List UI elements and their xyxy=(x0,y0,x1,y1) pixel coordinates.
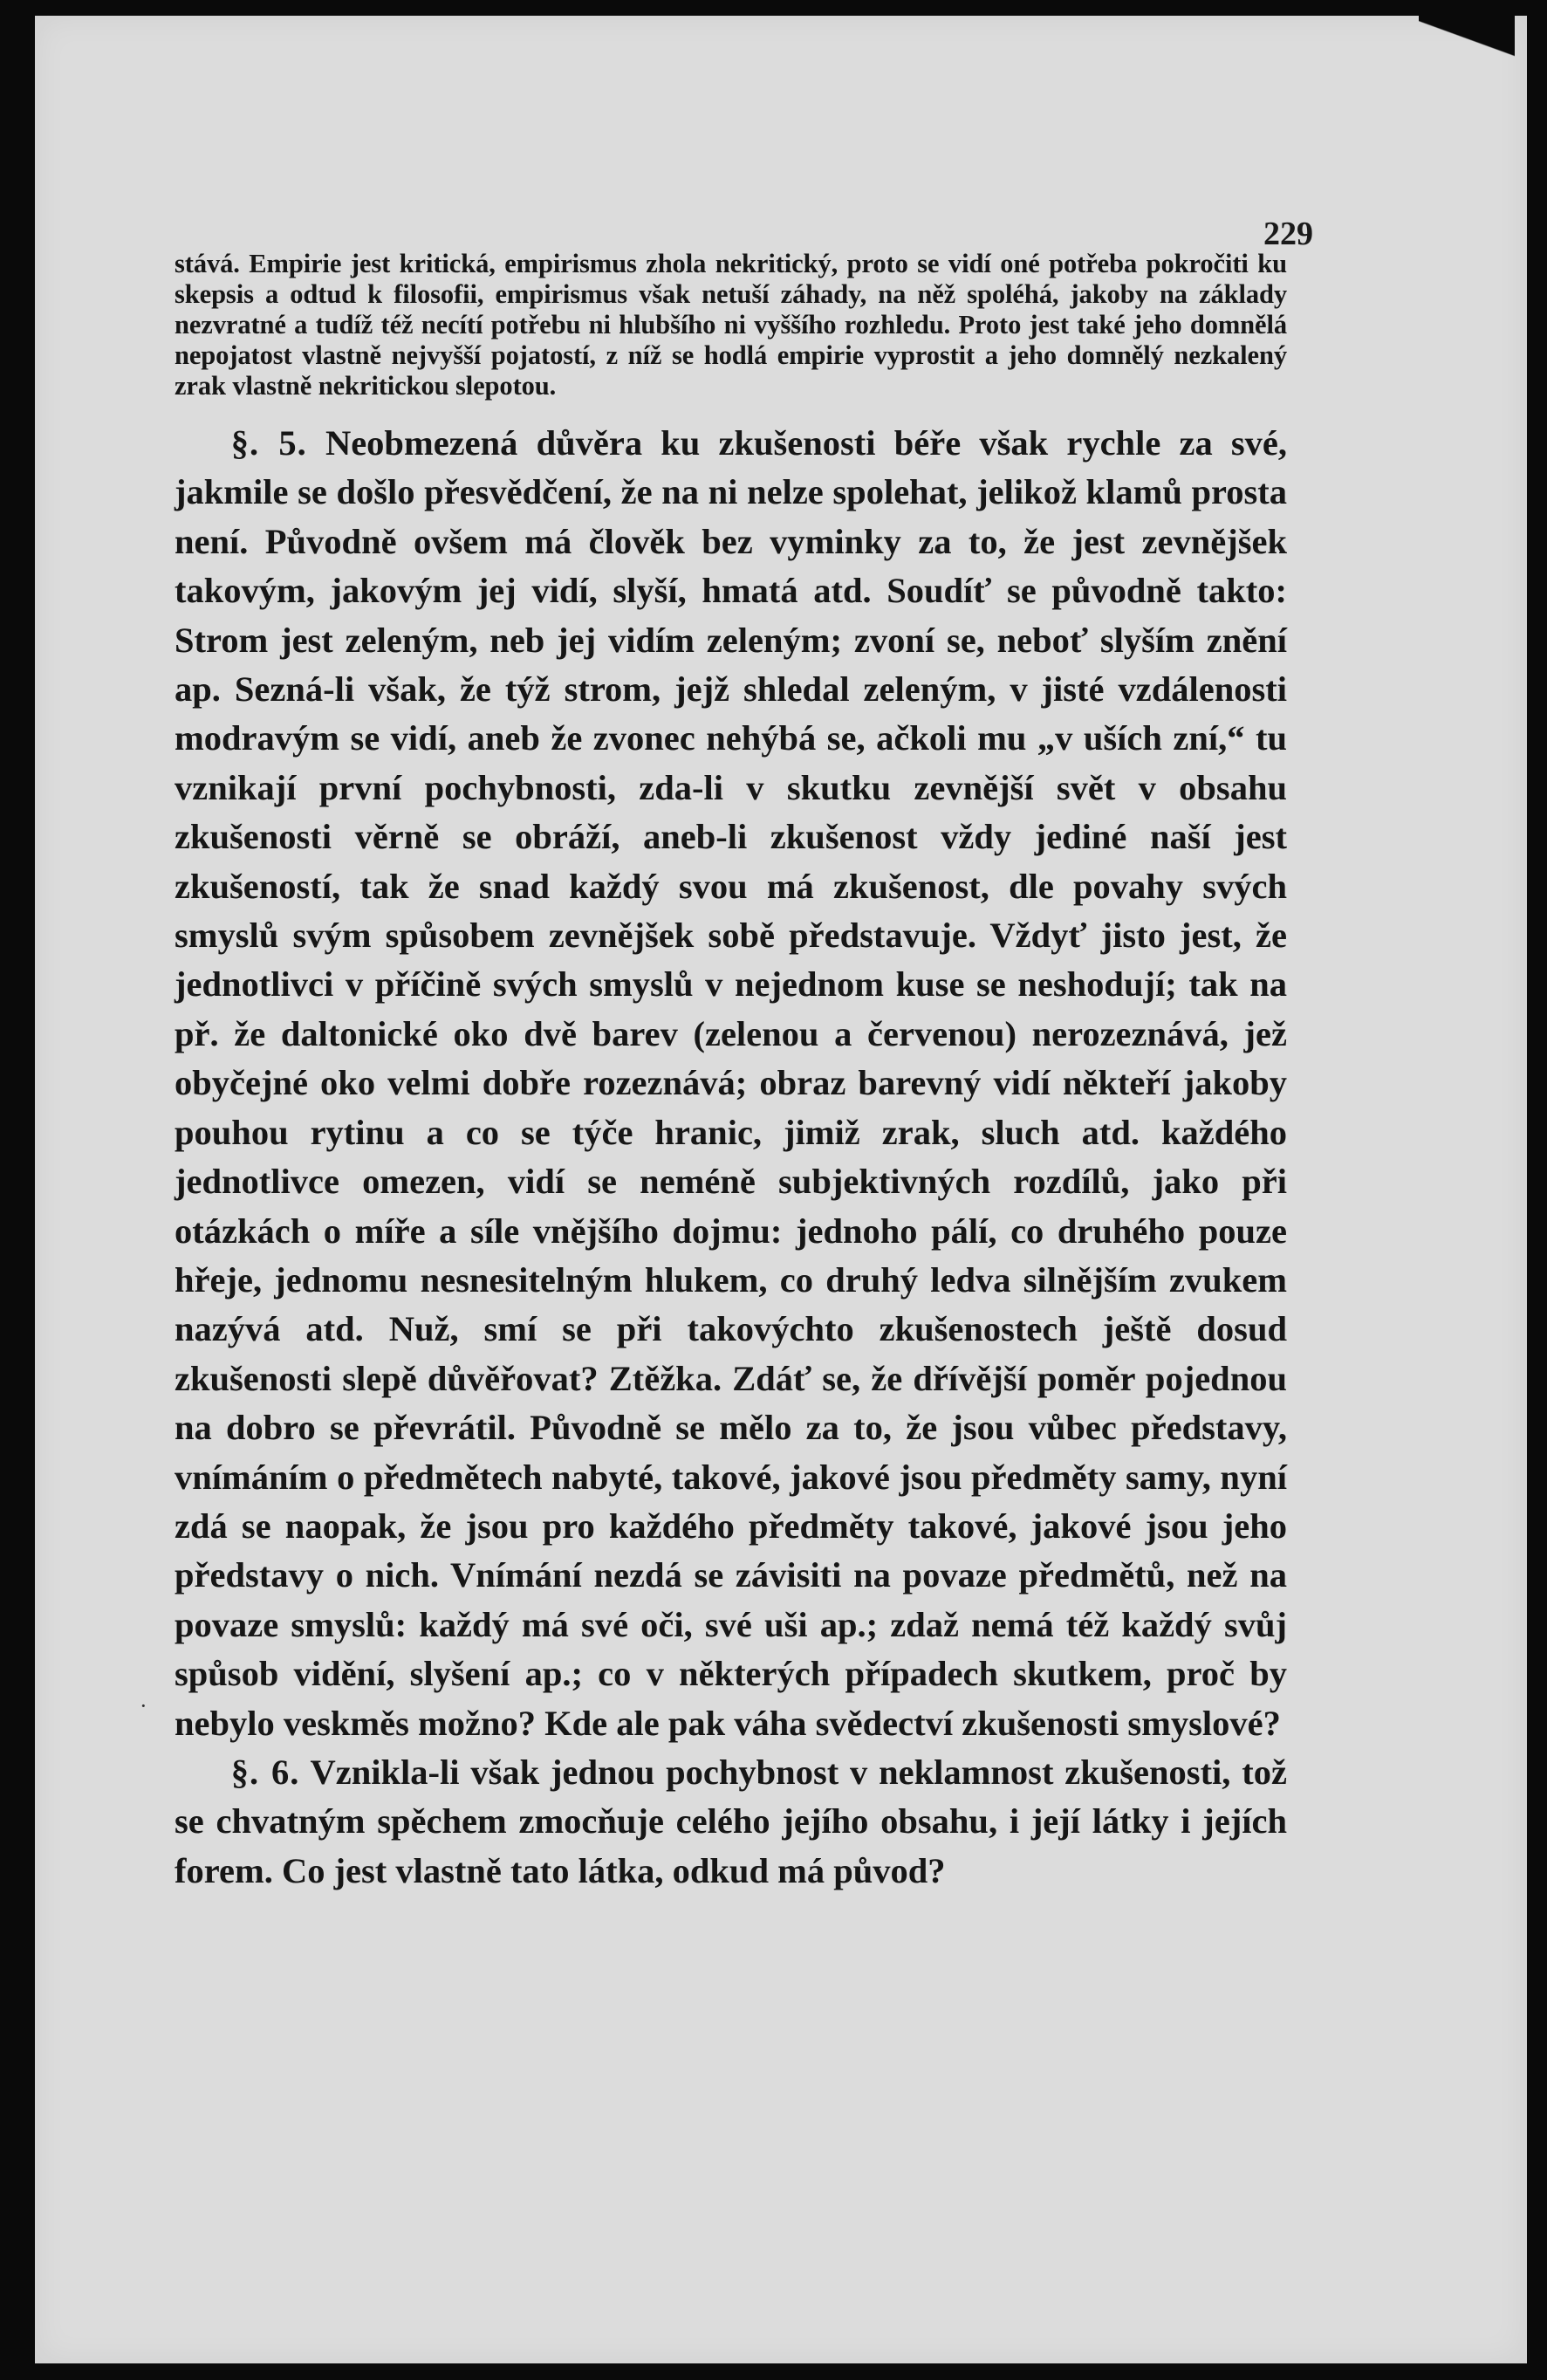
main-text xyxy=(175,419,1287,1896)
page-body xyxy=(175,249,1287,1896)
section-label: §. 6. xyxy=(230,1752,300,1792)
section-label: §. 5. xyxy=(230,423,307,463)
page-corner-shadow xyxy=(1419,16,1515,94)
margin-mark: · xyxy=(140,1693,147,1718)
page-number: 229 xyxy=(1263,216,1313,252)
section-text: Vznikla-li však jednou pochybnost v neklamnost zkušenosti, tož se chvatným spěchem zmocňuje celého jejího obsahu, i její látky i jejích forem. Co jest vlastně tato látka, odkud má původ? xyxy=(175,1752,1287,1890)
continuation-paragraph xyxy=(175,249,1287,401)
section-5-paragraph xyxy=(175,419,1287,1748)
section-text: Neobmezená důvěra ku zkušenosti béře však rychle za své, jakmile se došlo přesvědčení, že na ni nelze spolehat, jelikož klamů prosta není. Původně ovšem má člověk bez vyminky za to, že jest zevnějšek takovým, jakovým jej vidí, slyší, hmatá atd. Soudíť se původně takto: Strom jest zeleným, neb jej vidím zeleným; zvoní se, neboť slyším znění ap. Sezná-li však, že týž strom, jejž shledal zeleným, v jisté vzdálenosti modravým se vidí, aneb že zvonec nehýbá se, ačkoli mu „v uších zní,“ tu vznikají první pochybnosti, zda-li v skutku zevnější svět v obsahu zkušenosti věrně se obráží, aneb-li zkušenost vždy jediné naší jest zkušeností, tak že snad každý svou má zkušenost, dle povahy svých smyslů svým spůsobem zevnějšek sobě představuje. Vždyť jisto jest, že jednotlivci v příčině svých smyslů v nejednom kuse se neshodují; tak na př. že daltonické oko dvě barev (zelenou a červenou) nerozeznává, jež obyčejné oko velmi dobře rozeznává; obraz barevný vidí někteří jakoby pouhou rytinu a co se týče hranic, jimiž zrak, sluch atd. každého jednotlivce omezen, vidí se neméně subjektivných rozdílů, jako při otázkách o míře a síle vnějšího dojmu: jednoho pálí, co druhého pouze hřeje, jednomu nesnesitelným hlukem, co druhý ledva silnějším zvukem nazývá atd. Nuž, smí se při takovýchto zkušenostech ještě dosud zkušenosti slepě důvěřovat? Ztěžka. Zdáť se, že dřívější poměr pojednou na dobro se převrátil. Původně se mělo za to, že jsou vůbec představy, vnímáním o předmětech nabyté, takové, jakové jsou předměty samy, nyní zdá se naopak, že jsou pro každého předměty takové, jakové jsou jeho představy o nich. Vnímání nezdá se závisiti na povaze předmětů, než na povaze smyslů: každý má své oči, své uši ap.; zdaž nemá též každý svůj spůsob vidění, slyšení ap.; co v některých případech skutkem, proč by nebylo veskměs možno? Kde ale pak váha svědectví zkušenosti smyslové? xyxy=(175,423,1288,1743)
section-6-paragraph xyxy=(175,1748,1287,1896)
paragraph-small: stává. Empirie jest kritická, empirismus zhola nekritický, proto se vidí oné potřeba pokročiti ku skepsis a odtud k filosofii, empirismus však netuší záhady, na něž spoléhá, jakoby na základy nezvratné a tudíž též necítí potřebu ni hlubšího ni vyššího rozhledu. Proto jest také jeho domnělá nepojatost vlastně nejvyšší pojatostí, z níž se hodlá empirie vyprostit a jeho domnělý nezkalený zrak vlastně nekritickou slepotou. xyxy=(175,249,1287,401)
